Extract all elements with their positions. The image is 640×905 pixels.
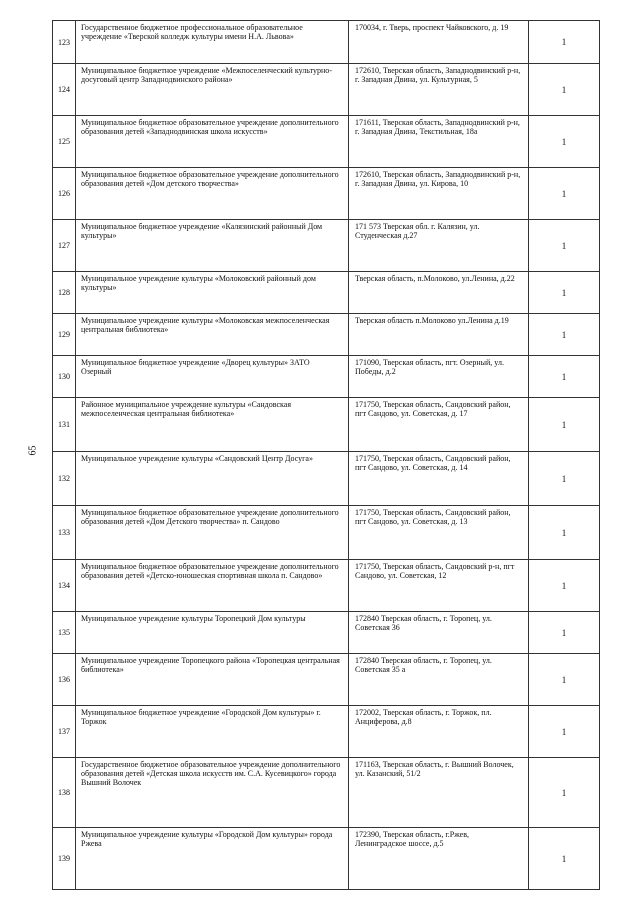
row-count: 1 bbox=[561, 371, 567, 382]
institution-name: Муниципальное учреждение культуры «Молоковская межпоселенческая центральная библиотека» bbox=[75, 314, 349, 355]
institution-address: 171750, Тверская область, Сандовский район, пгт Сандово, ул. Советская, д. 13 bbox=[349, 506, 529, 559]
table-row bbox=[53, 63, 599, 115]
row-number: 136 bbox=[53, 654, 76, 705]
row-number: 132 bbox=[53, 452, 76, 505]
institution-address: 171750, Тверская область, Сандовский район, пгт Сандово, ул. Советская, д. 14 bbox=[349, 452, 529, 505]
table-row bbox=[53, 559, 599, 611]
row-count: 1 bbox=[561, 580, 567, 591]
institution-address: Тверская область, п.Молоково, ул.Ленина, д.22 bbox=[349, 272, 529, 313]
row-count: 1 bbox=[561, 419, 567, 430]
institution-name: Муниципальное бюджетное образовательное учреждение дополнительного образования детей «Западнодвинская школа искусств» bbox=[75, 116, 349, 167]
institution-name: Муниципальное учреждение культуры «Городской Дом культуры» города Ржева bbox=[75, 828, 349, 889]
row-count: 1 bbox=[561, 473, 567, 484]
row-number: 139 bbox=[53, 828, 76, 889]
institution-name: Муниципальное бюджетное учреждение «Дворец культуры» ЗАТО Озерный bbox=[75, 356, 349, 397]
table-row bbox=[53, 167, 599, 219]
table-row bbox=[53, 115, 599, 167]
row-number: 123 bbox=[53, 21, 76, 63]
institution-address: 171163, Тверская область, г. Вышний Волочек, ул. Казанский, 51/2 bbox=[349, 758, 529, 827]
row-number: 126 bbox=[53, 168, 76, 219]
institution-address: 171 573 Тверская обл. г. Калязин, ул. Студенческая д.27 bbox=[349, 220, 529, 271]
institution-name: Государственное бюджетное профессиональное образовательное учреждение «Тверской колледж культуры имени Н.А. Львова» bbox=[75, 21, 349, 63]
table-row bbox=[53, 705, 599, 757]
row-number: 130 bbox=[53, 356, 76, 397]
institution-address: 171611, Тверская область, Западнодвинский р-н, г. Западная Двина, Текстильная, 18а bbox=[349, 116, 529, 167]
institution-address: 172610, Тверская область, Западнодвинский р-н, г. Западная Двина, ул. Кирова, 10 bbox=[349, 168, 529, 219]
row-count: 1 bbox=[561, 853, 567, 864]
row-number: 129 bbox=[53, 314, 76, 355]
table-row bbox=[53, 611, 599, 653]
institution-name: Муниципальное учреждение Торопецкого района «Торопецкая центральная библиотека» bbox=[75, 654, 349, 705]
table-row bbox=[53, 451, 599, 505]
institution-name: Районное муниципальное учреждение культуры «Сандовская межпоселенческая центральная библиотека» bbox=[75, 398, 349, 451]
table-row bbox=[53, 355, 599, 397]
row-count: 1 bbox=[561, 674, 567, 685]
row-number: 127 bbox=[53, 220, 76, 271]
row-count: 1 bbox=[561, 287, 567, 298]
institution-address: 170034, г. Тверь, проспект Чайковского, д. 19 bbox=[349, 21, 529, 63]
table-row bbox=[53, 219, 599, 271]
table-row bbox=[53, 313, 599, 355]
institution-name: Муниципальное бюджетное учреждение «Городской Дом культуры» г. Торжок bbox=[75, 706, 349, 757]
table-row bbox=[53, 21, 599, 63]
row-count: 1 bbox=[561, 627, 567, 638]
row-number: 135 bbox=[53, 612, 76, 653]
table-row bbox=[53, 397, 599, 451]
institution-name: Муниципальное бюджетное образовательное учреждение дополнительного образования детей «Детско-юношеская спортивная школа п. Сандово» bbox=[75, 560, 349, 611]
institution-name: Муниципальное учреждение культуры Торопецкий Дом культуры bbox=[75, 612, 349, 653]
table-row bbox=[53, 653, 599, 705]
institution-name: Муниципальное бюджетное учреждение «Межпоселенческий культурно-досуговый центр Западнодвинского района» bbox=[75, 64, 349, 115]
row-number: 128 bbox=[53, 272, 76, 313]
table-row bbox=[53, 827, 599, 889]
row-count: 1 bbox=[561, 240, 567, 251]
institution-address: 172390, Тверская область, г.Ржев, Ленинградское шоссе, д.5 bbox=[349, 828, 529, 889]
row-number: 125 bbox=[53, 116, 76, 167]
institutions-table bbox=[52, 20, 600, 890]
institution-name: Муниципальное бюджетное образовательное учреждение дополнительного образования детей «Дом Детского творчества» п. Сандово bbox=[75, 506, 349, 559]
row-count: 1 bbox=[561, 84, 567, 95]
institution-name: Муниципальное учреждение культуры «Молоковский районный дом культуры» bbox=[75, 272, 349, 313]
row-count: 1 bbox=[561, 726, 567, 737]
institution-address: 172840 Тверская область, г. Торопец, ул. Советская 35 а bbox=[349, 654, 529, 705]
row-number: 124 bbox=[53, 64, 76, 115]
table-row bbox=[53, 271, 599, 313]
institution-address: 171750, Тверская область, Сандовский р-н, пгт Сандово, ул. Советская, 12 bbox=[349, 560, 529, 611]
row-count: 1 bbox=[561, 527, 567, 538]
row-number: 131 bbox=[53, 398, 76, 451]
institution-address: 172610, Тверская область, Западнодвинский р-н, г. Западная Двина, ул. Культурная, 5 bbox=[349, 64, 529, 115]
row-count: 1 bbox=[561, 329, 567, 340]
row-count: 1 bbox=[561, 188, 567, 199]
row-count: 1 bbox=[561, 37, 567, 47]
row-number: 138 bbox=[53, 758, 76, 827]
row-count: 1 bbox=[561, 136, 567, 147]
institution-name: Муниципальное бюджетное образовательное учреждение дополнительного образования детей «Дом детского творчества» bbox=[75, 168, 349, 219]
row-count: 1 bbox=[561, 787, 567, 798]
institution-address: Тверская область п.Молоково ул.Ленина д.19 bbox=[349, 314, 529, 355]
row-number: 134 bbox=[53, 560, 76, 611]
institution-name: Муниципальное учреждение культуры «Сандовский Центр Досуга» bbox=[75, 452, 349, 505]
table-row bbox=[53, 505, 599, 559]
page-number: 65 bbox=[27, 445, 39, 456]
institution-address: 172002, Тверская область, г. Торжок, пл. Анциферова, д.8 bbox=[349, 706, 529, 757]
row-number: 133 bbox=[53, 506, 76, 559]
table-row bbox=[53, 757, 599, 827]
institution-address: 171090, Тверская область, пгт. Озерный, ул. Победы, д.2 bbox=[349, 356, 529, 397]
institution-name: Муниципальное бюджетное учреждение «Калязинский районный Дом культуры» bbox=[75, 220, 349, 271]
row-number: 137 bbox=[53, 706, 76, 757]
institution-name: Государственное бюджетное образовательное учреждение дополнительного образования детей «Детская школа искусств им. С.А. Кусевицкого» города Вышний Волочек bbox=[75, 758, 349, 827]
institution-address: 172840 Тверская область, г. Торопец, ул. Советская 36 bbox=[349, 612, 529, 653]
institution-address: 171750, Тверская область, Сандовский район, пгт Сандово, ул. Советская, д. 17 bbox=[349, 398, 529, 451]
